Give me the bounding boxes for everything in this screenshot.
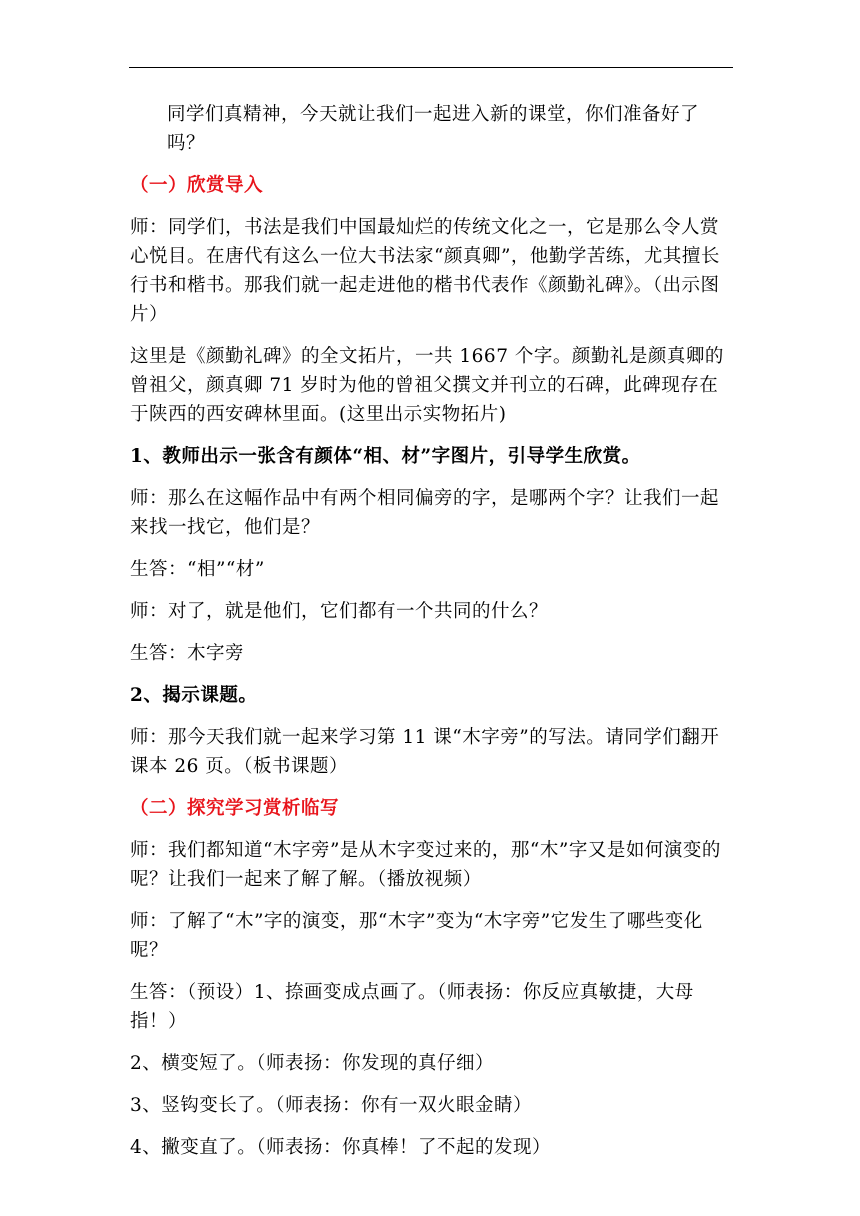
step-heading-1: 1、教师出示一张含有颜体“相、材”字图片，引导学生欣赏。: [130, 446, 641, 467]
paragraph-answer-change-4: 4、撇变直了。（师表扬：你真棒！了不起的发现）: [130, 1137, 552, 1158]
paragraph-teacher-question: 师：那么在这幅作品中有两个相同偏旁的字，是哪两个字？让我们一起来找一找它，他们是？: [130, 488, 720, 538]
paragraph-changes-question: 师：了解了“木”字的演变，那“木字”变为“木字旁”它发生了哪些变化呢？: [130, 911, 703, 961]
paragraph-answer-change-1: 生答：（预设）1、捺画变成点画了。（师表扬：你反应真敏捷，大母指！）: [130, 982, 694, 1032]
paragraph-teacher-followup: 师：对了，就是他们，它们都有一个共同的什么？: [130, 601, 549, 622]
paragraph-answer-change-2: 2、横变短了。（师表扬：你发现的真仔细）: [130, 1053, 495, 1074]
paragraph-teacher-calligraphy: 师：同学们，书法是我们中国最灿烂的传统文化之一，它是那么令人赏心悦目。在唐代有这么一位大书法家“颜真卿”，他勤学苦练，尤其擅长行书和楷书。那我们就一起走进他的楷书代表作《颜勤礼碑》。（出示图片）: [130, 217, 720, 325]
paragraph-student-answer-2: 生答：木字旁: [130, 643, 245, 664]
intro-paragraph: 同学们真精神，今天就让我们一起进入新的课堂，你们准备好了吗？: [167, 104, 700, 154]
section-heading-exploration: （二）探究学习赏析临写: [130, 798, 340, 819]
document-body: [130, 100, 734, 1162]
paragraph-stele-description: 这里是《颜勤礼碑》的全文拓片，一共 1667 个字。颜勤礼是颜真卿的曾祖父，颜真卿 71 岁时为他的曾祖父撰文并刊立的石碑，此碑现存在于陕西的西安碑林里面。(这里出示实物拓片): [130, 346, 724, 425]
step-heading-2: 2、揭示课题。: [130, 685, 258, 706]
header-rule: [129, 67, 733, 68]
paragraph-evolution-intro: 师：我们都知道“木字旁”是从木字变过来的，那“木”字又是如何演变的呢？让我们一起来了解了解。（播放视频）: [130, 840, 721, 890]
section-heading-appreciation: （一）欣赏导入: [130, 175, 264, 196]
paragraph-student-answer-1: 生答：“相”“材”: [130, 559, 265, 580]
paragraph-lesson-topic: 师：那今天我们就一起来学习第 11 课“木字旁”的写法。请同学们翻开课本 26 页。（板书课题）: [130, 727, 720, 777]
paragraph-answer-change-3: 3、竖钩变长了。（师表扬：你有一双火眼金睛）: [130, 1095, 533, 1116]
